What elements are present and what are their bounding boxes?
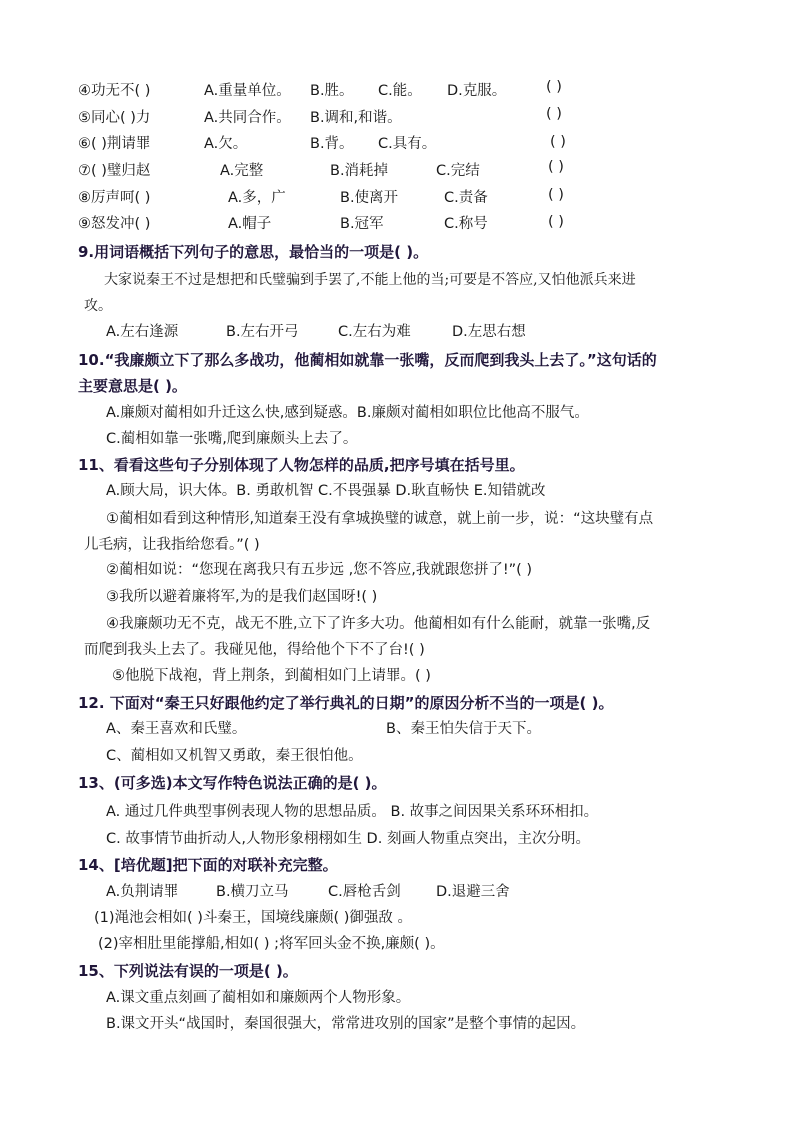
matching-option-a: A.完整 — [220, 163, 264, 179]
question-11-sentence-5[interactable]: ⑤他脱下战袍，背上荆条，到蔺相如门上请罪。( ) — [112, 668, 431, 684]
question-10-options-ab[interactable]: A.廉颇对蔺相如升迁这么快,感到疑惑。B.廉颇对蔺相如职位比他高不服气。 — [106, 405, 589, 421]
question-12-option-c[interactable]: C、蔺相如又机智又勇敢，秦王很怕他。 — [106, 748, 363, 764]
question-14-couplet-2[interactable]: (2)宰相肚里能撑船,相如( ) ;将军回头金不换,廉颇( )。 — [98, 936, 445, 952]
matching-option-a: A.欠。 — [204, 136, 248, 152]
matching-option-d: D.克服。 — [447, 83, 507, 99]
question-14-title: 14、[培优题]把下面的对联补充完整。 — [78, 856, 338, 874]
answer-blank[interactable]: ( ) — [546, 79, 562, 95]
question-11-sentence-1: ①蔺相如看到这种情形,知道秦王没有拿城换璧的诚意，就上前一步，说：“这块璧有点 — [106, 511, 654, 527]
matching-term: ⑤同心( )力 — [78, 110, 151, 126]
matching-option-b: B.冠军 — [340, 216, 384, 232]
answer-blank[interactable]: ( ) — [548, 159, 564, 175]
question-10-title-cont: 主要意思是( )。 — [78, 377, 187, 395]
question-14-couplet-1[interactable]: (1)渑池会相如( )斗秦王，国境线廉颇( )御强敌 。 — [94, 910, 412, 926]
question-11-options: A.顾大局，识大体。B. 勇敢机智 C.不畏强暴 D.耿直畅快 E.知错就改 — [106, 483, 546, 499]
answer-blank[interactable]: ( ) — [548, 214, 564, 230]
matching-option-a: A.重量单位。 — [204, 83, 291, 99]
question-15-title: 15、下列说法有误的一项是( )。 — [78, 962, 298, 980]
matching-option-c: C.能。 — [378, 83, 422, 99]
matching-option-b: B.消耗掉 — [330, 163, 389, 179]
option-c[interactable]: C.左右为难 — [338, 324, 411, 340]
question-11-sentence-1-cont[interactable]: 儿毛病，让我指给您看。”( ) — [84, 537, 260, 553]
matching-option-c: C.完结 — [436, 163, 480, 179]
question-11-sentence-3[interactable]: ③我所以避着廉将军,为的是我们赵国呀!( ) — [106, 589, 378, 605]
matching-option-a: A.共同合作。 — [204, 110, 291, 126]
matching-option-b: B.调和,和谐。 — [310, 110, 402, 126]
matching-option-c: C.具有。 — [378, 136, 437, 152]
answer-blank[interactable]: ( ) — [546, 106, 562, 122]
question-9-title: 9.用词语概括下列句子的意思，最恰当的一项是( )。 — [78, 243, 429, 261]
option-d[interactable]: D.退避三舍 — [436, 884, 510, 900]
question-9-passage: 大家说秦王不过是想把和氏璧骗到手罢了,不能上他的当;可要是不答应,又怕他派兵来进 — [104, 272, 636, 288]
matching-option-a: A.帽子 — [228, 216, 272, 232]
question-10-title: 10.“我廉颇立下了那么多战功，他蔺相如就靠一张嘴，反而爬到我头上去了。”这句话的 — [78, 351, 657, 369]
matching-option-b: B.胜。 — [310, 83, 354, 99]
question-11-sentence-4-cont[interactable]: 而爬到我头上去了。我碰见他，得给他个下不了台!( ) — [84, 642, 425, 658]
question-11-sentence-4: ④我廉颇功无不克，战无不胜,立下了许多大功。他蔺相如有什么能耐，就靠一张嘴,反 — [106, 616, 651, 632]
matching-term: ④功无不( ) — [78, 83, 151, 99]
matching-term: ⑨怒发冲( ) — [78, 216, 151, 232]
option-b[interactable]: B.左右开弓 — [226, 324, 299, 340]
question-15-option-b[interactable]: B.课文开头“战国时，秦国很强大，常常进攻别的国家”是整个事情的起因。 — [106, 1016, 586, 1032]
question-11-title: 11、看看这些句子分别体现了人物怎样的品质,把序号填在括号里。 — [78, 456, 525, 474]
matching-option-b: B.使离开 — [340, 190, 399, 206]
question-13-options-cd[interactable]: C. 故事情节曲折动人,人物形象栩栩如生 D. 刻画人物重点突出，主次分明。 — [106, 831, 590, 847]
answer-blank[interactable]: ( ) — [550, 134, 566, 150]
question-10-option-c[interactable]: C.蔺相如靠一张嘴,爬到廉颇头上去了。 — [106, 431, 358, 447]
matching-term: ⑧厉声呵( ) — [78, 190, 151, 206]
question-12-title: 12. 下面对“秦王只好跟他约定了举行典礼的日期”的原因分析不当的一项是( )。 — [78, 694, 614, 712]
option-a[interactable]: A.左右逢源 — [106, 324, 179, 340]
matching-option-a: A.多，广 — [228, 190, 286, 206]
question-12-option-a[interactable]: A、秦王喜欢和氏璧。 — [106, 721, 247, 737]
matching-option-c: C.责备 — [444, 190, 488, 206]
answer-blank[interactable]: ( ) — [548, 187, 564, 203]
question-9-passage-cont: 攻。 — [84, 298, 112, 314]
option-b[interactable]: B.横刀立马 — [216, 884, 289, 900]
matching-term: ⑥( )荆请罪 — [78, 136, 151, 152]
question-13-title: 13、(可多选)本文写作特色说法正确的是( )。 — [78, 774, 387, 792]
matching-option-c: C.称号 — [444, 216, 488, 232]
option-d[interactable]: D.左思右想 — [452, 324, 526, 340]
question-12-option-b[interactable]: B、秦王怕失信于天下。 — [386, 721, 541, 737]
question-11-sentence-2[interactable]: ②蔺相如说：“您现在离我只有五步远 ,您不答应,我就跟您拼了!”( ) — [106, 562, 533, 578]
option-c[interactable]: C.唇枪舌剑 — [328, 884, 401, 900]
matching-term: ⑦( )璧归赵 — [78, 163, 151, 179]
option-a[interactable]: A.负荆请罪 — [106, 884, 179, 900]
matching-option-b: B.背。 — [310, 136, 354, 152]
question-15-option-a[interactable]: A.课文重点刻画了蔺相如和廉颇两个人物形象。 — [106, 990, 411, 1006]
question-13-options-ab[interactable]: A. 通过几件典型事例表现人物的思想品质。 B. 故事之间因果关系环环相扣。 — [106, 804, 599, 820]
